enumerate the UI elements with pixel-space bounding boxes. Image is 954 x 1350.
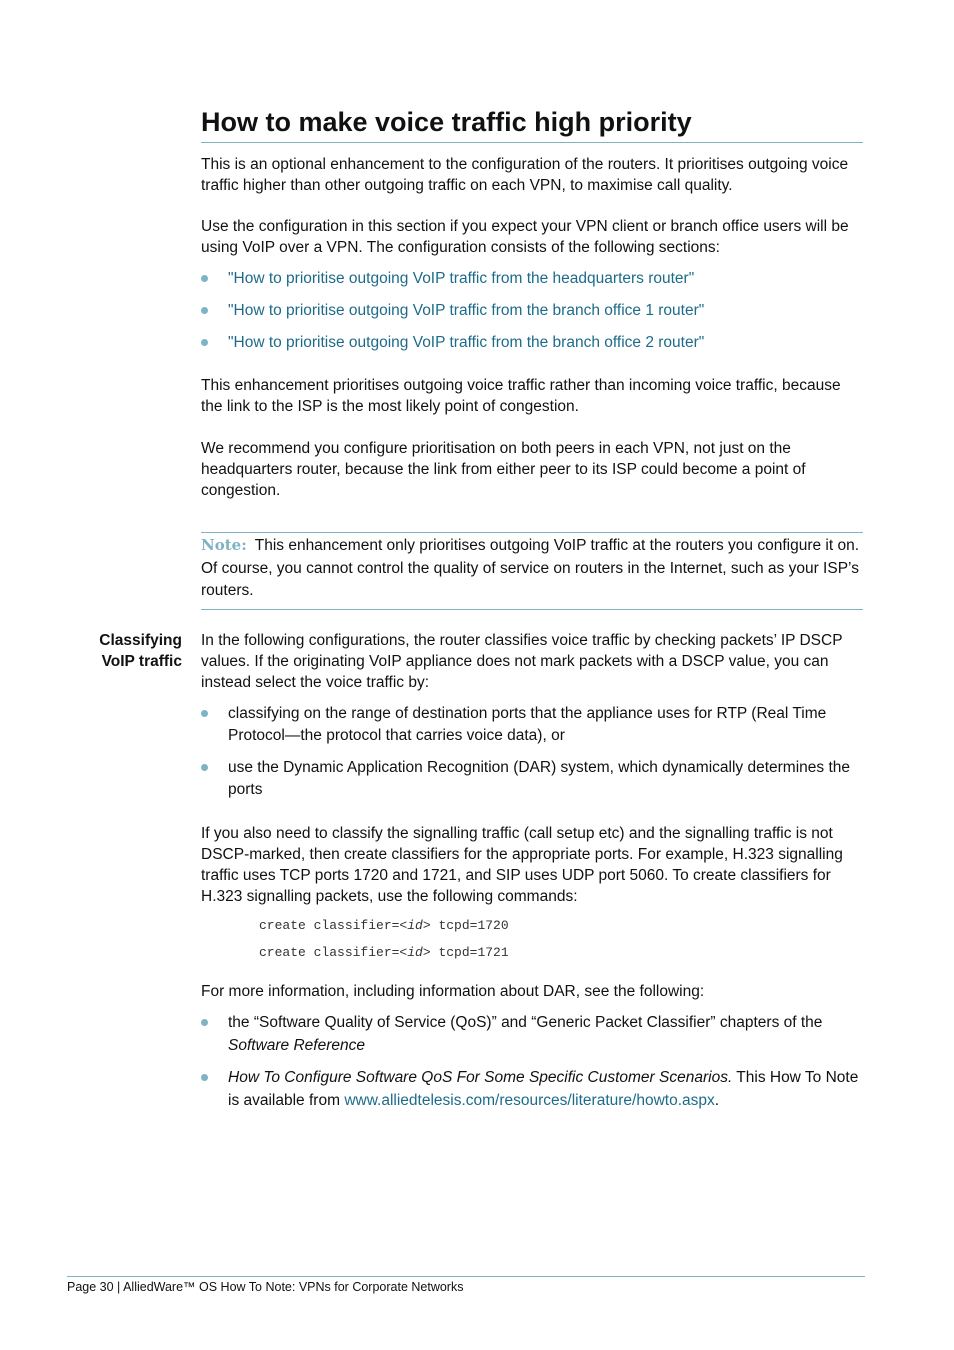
link-branch-office-2-router[interactable]: "How to prioritise outgoing VoIP traffic from the branch office 2 router" — [228, 334, 705, 351]
intro-paragraph-1: This is an optional enhancement to the configuration of the routers. It prioritises outgoing voice traffic higher than other outgoing traffic on each VPN, to maximise call quality. — [201, 156, 849, 194]
paragraph-more-info: For more information, including information about DAR, see the following: — [201, 983, 705, 1000]
list-item: How To Configure Software QoS For Some Specific Customer Scenarios. This How To Note is available from www.alliedtelesis.com/resources/literature/howto.aspx. — [201, 1067, 863, 1112]
list-item — [201, 332, 863, 364]
bullet-icon — [201, 307, 208, 314]
list-item — [201, 268, 863, 300]
howto-url-link[interactable]: www.alliedtelesis.com/resources/literature/howto.aspx — [344, 1091, 715, 1109]
note-box — [201, 532, 863, 610]
side-heading-line-1: Classifying — [99, 632, 182, 649]
code-line: create classifier=<id> tcpd=1721 — [259, 945, 509, 960]
bullet-icon — [201, 1074, 208, 1081]
classification-options-list — [201, 703, 863, 811]
list-item — [201, 757, 863, 801]
bullet-icon — [201, 710, 208, 717]
list-item — [201, 703, 863, 747]
list-item-text: use the Dynamic Application Recognition (DAR) system, which dynamically determines the ports — [228, 759, 850, 798]
link-branch-office-1-router[interactable]: "How to prioritise outgoing VoIP traffic from the branch office 1 router" — [228, 302, 705, 319]
reference-text: the “Software Quality of Service (QoS)” and “Generic Packet Classifier” chapters of the — [228, 1014, 823, 1031]
page-title: How to make voice traffic high priority — [201, 104, 863, 143]
paragraph-signalling: If you also need to classify the signalling traffic (call setup etc) and the signalling traffic is not DSCP-marked, then create classifiers for the appropriate ports. For example, H.323 signalling traffic uses TCP ports 1720 and 1721, and SIP uses UDP port 5060. To create classifiers for H.323 signalling packets, use the following commands: — [201, 825, 843, 905]
reference-title: Software Reference — [228, 1036, 365, 1054]
bullet-icon — [201, 764, 208, 771]
link-headquarters-router[interactable]: "How to prioritise outgoing VoIP traffic from the headquarters router" — [228, 270, 695, 287]
list-item — [201, 1012, 863, 1057]
code-line: create classifier=<id> tcpd=1720 — [259, 918, 509, 933]
note-text: This enhancement only prioritises outgoing VoIP traffic at the routers you configure it on. Of course, you cannot control the quality of service on routers in the Internet, such as your ISP’s routers. — [201, 537, 860, 599]
page-footer: Page 30 | AlliedWare™ OS How To Note: VPNs for Corporate Networks — [67, 1276, 865, 1294]
references-list — [201, 1012, 863, 1122]
paragraph-recommendation: We recommend you configure prioritisation on both peers in each VPN, not just on the headquarters router, because the link from either peer to its ISP could become a point of congestion. — [201, 440, 806, 499]
section-links-list — [201, 268, 863, 364]
bullet-icon — [201, 339, 208, 346]
paragraph-congestion: This enhancement prioritises outgoing voice traffic rather than incoming voice traffic, because the link to the ISP is the most likely point of congestion. — [201, 377, 841, 415]
side-heading-classifying — [60, 630, 182, 672]
list-item-text: classifying on the range of destination ports that the appliance uses for RTP (Real Time Protocol—the protocol that carries voice data), or — [228, 705, 827, 744]
list-item — [201, 300, 863, 332]
bullet-icon — [201, 275, 208, 282]
reference-title: How To Configure Software QoS For Some Specific Customer Scenarios. — [228, 1069, 733, 1086]
reference-text: This How To Note is available from — [228, 1069, 859, 1109]
intro-paragraph-2: Use the configuration in this section if you expect your VPN client or branch office users will be using VoIP over a VPN. The configuration consists of the following sections: — [201, 218, 849, 256]
side-heading-line-2: VoIP traffic — [101, 653, 182, 670]
paragraph-classification: In the following configurations, the router classifies voice traffic by checking packets’ IP DSCP values. If the originating VoIP appliance does not mark packets with a DSCP value, you can instead select the voice traffic by: — [201, 632, 843, 691]
bullet-icon — [201, 1019, 208, 1026]
note-label: Note: — [201, 536, 247, 554]
